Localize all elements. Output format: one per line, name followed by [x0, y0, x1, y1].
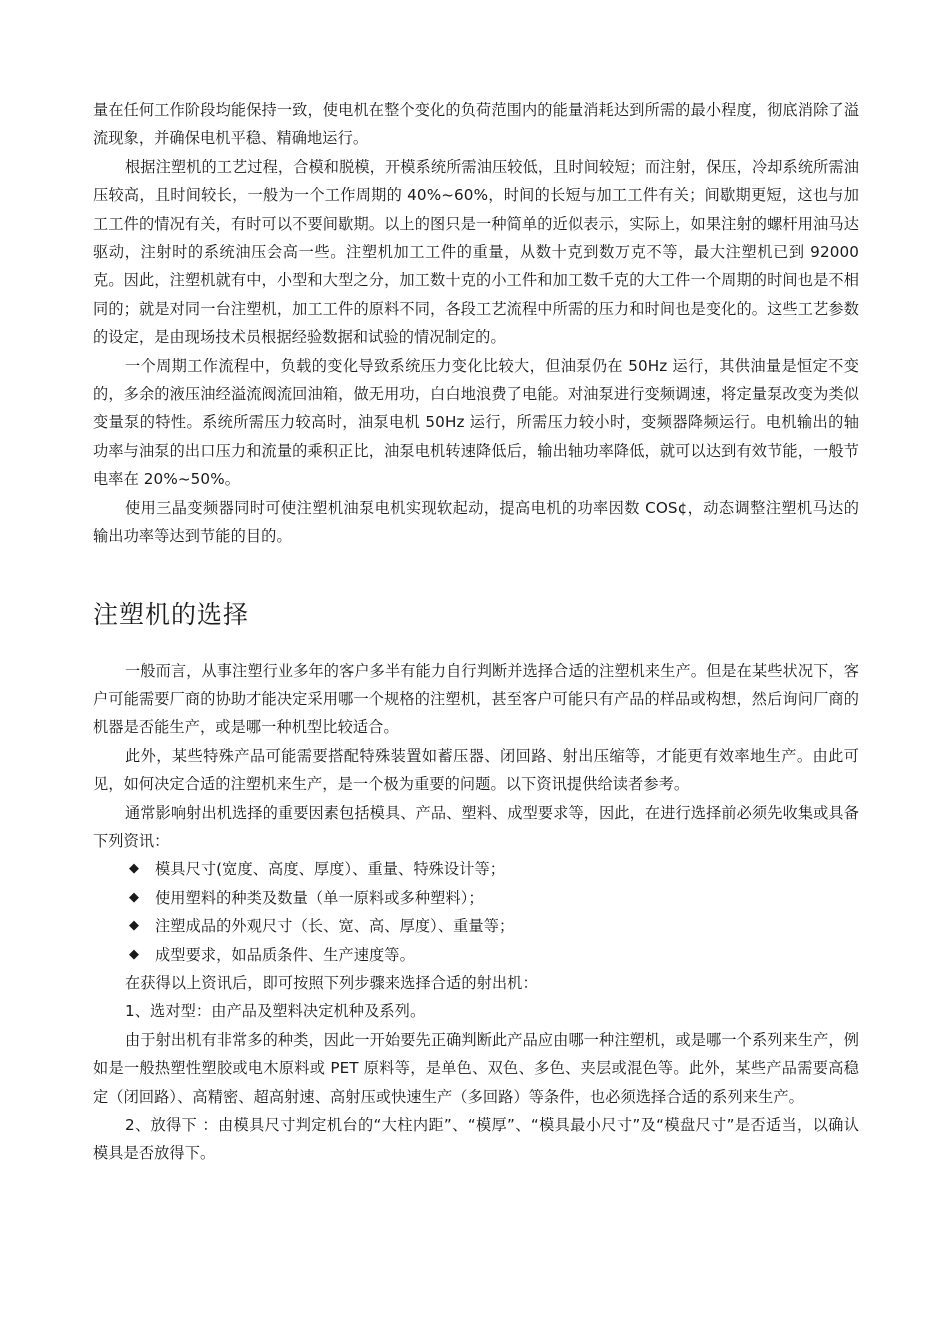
- requirements-list: [93, 855, 859, 969]
- paragraph-factors: 通常影响射出机选择的重要因素包括模具、产品、塑料、成型要求等，因此，在进行选择前必须先收集或具备下列资讯：: [93, 803, 859, 850]
- paragraph-step-1-detail: 由于射出机有非常多的种类，因此一开始要先正确判断此产品应由哪一种注塑机，或是哪一个系列来生产，例如是一般热塑性塑胶或电木原料或 PET 原料等，是单色、双色、多色、夹层或混色等。此外，某些产品需要高稳定（闭回路）、高精密、超高射速、高射压或快速生产（多回路）等条件，也必须选择合适的系列来生产。: [93, 1030, 859, 1106]
- paragraph-general: 一般而言，从事注塑行业多年的客户多半有能力自行判断并选择合适的注塑机来生产。但是在某些状况下，客户可能需要厂商的协助才能决定采用哪一个规格的注塑机，甚至客户可能只有产品的样品或构想，然后询问厂商的机器是否能生产，或是哪一种机型比较适合。: [93, 661, 859, 737]
- paragraph-process: 根据注塑机的工艺过程，合模和脱模，开模系统所需油压较低，且时间较短；而注射，保压，冷却系统所需油压较高，且时间较长，一般为一个工作周期的 40%~60%，时间的长短与加工工件有关；间歇期更短，这也与加工工件的情况有关，有时可以不要间歇期。以上的图只是一种简单的近似表示，实际上，如果注射的螺杆用油马达驱动，注射时的系统油压会高一些。注塑机加工工件的重量，从数十克到数万克不等，最大注塑机已到 92000 克。因此，注塑机就有中，小型和大型之分，加工数十克的小工件和加工数千克的大工件一个周期的时间也是不相同的；就是对同一台注塑机，加工工件的原料不同，各段工艺流程中所需的压力和时间也是变化的。这些工艺参数的设定，是由现场技术员根据经验数据和试验的情况制定的。: [93, 157, 859, 347]
- list-item-text: 模具尺寸(宽度、高度、厚度）、重量、特殊设计等；: [155, 860, 506, 879]
- list-item-text: 注塑成品的外观尺寸（长、宽、高、厚度）、重量等；: [155, 917, 515, 936]
- paragraph-cycle: 一个周期工作流程中，负载的变化导致系统压力变化比较大，但油泵仍在 50Hz 运行，其供油量是恒定不变的，多余的液压油经溢流阀流回油箱，做无用功，白白地浪费了电能。对油泵进行变频调速，将定量泵改变为类似变量泵的特性。系统所需压力较高时，油泵电机 50Hz 运行，所需压力较小时，变频器降频运行。电机输出的轴功率与油泵的出口压力和流量的乘积正比，油泵电机转速降低后，输出轴功率降低，就可以达到有效节能，一般节电率在 20%~50%。: [93, 356, 859, 489]
- mid-paragraphs: [93, 657, 859, 856]
- list-item: [93, 941, 859, 969]
- paragraph-steps-intro: 在获得以上资讯后，即可按照下列步骤来选择合适的射出机：: [125, 973, 538, 992]
- list-item: [93, 912, 859, 940]
- bottom-paragraphs: [93, 969, 859, 1168]
- top-paragraphs: [93, 96, 859, 551]
- paragraph-inverter: 使用三晶变频器同时可使注塑机油泵电机实现软起动，提高电机的功率因数 COS¢，动态调整注塑机马达的输出功率等达到节能的目的。: [93, 498, 859, 546]
- paragraph-step-2: 2、放得下 ：由模具尺寸判定机台的“大柱内距”、“模厚”、“模具最小尺寸”及“模盘尺寸”是否适当，以确认模具是否放得下。: [93, 1116, 859, 1163]
- list-item-text: 使用塑料的种类及数量（单一原料或多种塑料）；: [155, 888, 484, 907]
- paragraph-special: 此外，某些特殊产品可能需要搭配特殊装置如蓄压器、闭回路、射出压缩等，才能更有效率地生产。由此可见，如何决定合适的注塑机来生产，是一个极为重要的问题。以下资讯提供给读者参考。: [93, 746, 859, 794]
- section-heading: 注塑机的选择: [93, 599, 250, 629]
- list-item-text: 成型要求，如品质条件、生产速度等。: [155, 945, 415, 964]
- diamond-bullet-icon: ◆: [129, 946, 140, 962]
- diamond-bullet-icon: ◆: [129, 889, 140, 905]
- diamond-bullet-icon: ◆: [129, 861, 140, 877]
- diamond-bullet-icon: ◆: [129, 918, 140, 934]
- document-page: [93, 96, 859, 1168]
- paragraph-step-1: 1、选对型：由产品及塑料决定机种及系列。: [125, 1002, 426, 1021]
- list-item: [93, 855, 859, 883]
- paragraph-continuation: 量在任何工作阶段均能保持一致，使电机在整个变化的负荷范围内的能量消耗达到所需的最小程度，彻底消除了溢流现象，并确保电机平稳、精确地运行。: [93, 101, 859, 148]
- list-item: [93, 884, 859, 912]
